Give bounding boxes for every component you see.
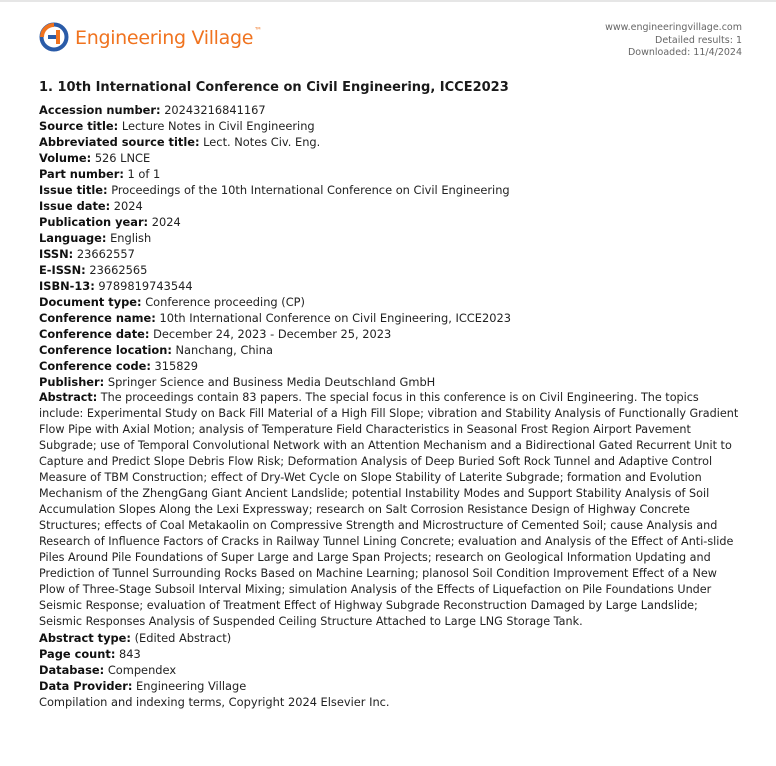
- field-database: [39, 662, 739, 678]
- field-page-count: [39, 646, 739, 662]
- field-value: 526 LNCE: [94, 151, 151, 165]
- abstract-text: The proceedings contain 83 papers. The special focus in this conference is on Civil Engineering. The topics include: Experimental Study on Back Fill Material of a High Fill Slope; vibration and Stability Analysis of Functionally Gradient Flow Pipe with Axial Motion; analysis of Temperature Field Characteristics in Seasonal Frost Region Airport Pavement Subgrade; use of Temporal Convolutional Network with an Attention Mechanism and a Bidirectional Gated Recurrent Unit to Capture and Predict Slope Debris Flow Risk; Deformation Analysis of Deep Buried Soft Rock Tunnel and Adaptive Control Measure of TBM Construction; effect of Dry-Wet Cycle on Slope Stability of Laterite Subgrade; formation and Evolution Mechanism of the ZhengGang Giant Ancient Landslide; potential Instability Modes and Support Stability Analysis of Soil Accumulation Slopes Along the Lexi Expressway; research on Salt Corrosion Resistance Design of Highway Concrete Structures; effects of Coal Metakaolin on Compressive Strength and Microstructure of Cemented Soil; cause Analysis and Research of Influence Factors of Cracks in Railway Tunnel Lining Concrete; evaluation and Analysis of the Effect of Anti-slide Piles Around Pile Foundations of Super Large and Large Span Projects; research on Geological Information Updating and Prediction of Tunnel Surrounding Rocks Based on Machine Learning; planosol Soil Condition Improvement Effect of a New Plow of Three-Stage Subsoil Interval Mixing; simulation Analysis of the Effects of Liquefaction on Pile Foundations Under Seismic Response; evaluation of Treatment Effect of Highway Subgrade Reconstruction Damaged by Large Landslide; Seismic Responses Analysis of Suspended Ceiling Structure Attached to Large LNG Storage Tank.: [39, 391, 739, 628]
- field-label: Publication year:: [39, 215, 149, 229]
- field-value: Lecture Notes in Civil Engineering: [121, 119, 315, 133]
- field-value: Compendex: [107, 663, 177, 677]
- field-document-type: [39, 294, 739, 310]
- field-abstract-type: [39, 630, 739, 646]
- field-volume: [39, 150, 739, 166]
- field-accession-number: [39, 102, 739, 118]
- field-value: 843: [119, 647, 141, 661]
- field-label: E-ISSN:: [39, 263, 86, 277]
- field-label: ISSN:: [39, 247, 74, 261]
- field-value: 2024: [151, 215, 181, 229]
- copyright-notice: Compilation and indexing terms, Copyright 2024 Elsevier Inc.: [39, 695, 390, 709]
- field-abstract: [39, 390, 739, 630]
- field-conference-date: [39, 326, 739, 342]
- field-label: Page count:: [39, 647, 116, 661]
- field-value: 315829: [154, 359, 198, 373]
- field-conference-location: [39, 342, 739, 358]
- field-value: Engineering Village: [136, 679, 247, 693]
- field-label: Source title:: [39, 119, 119, 133]
- brand-logo[interactable]: [39, 22, 262, 52]
- field-label: Conference code:: [39, 359, 151, 373]
- field-source-title: [39, 118, 739, 134]
- field-label: Document type:: [39, 295, 142, 309]
- field-label: ISBN-13:: [39, 279, 95, 293]
- field-value: 9789819743544: [98, 279, 193, 293]
- field-conference-code: [39, 358, 739, 374]
- field-label: Conference name:: [39, 311, 156, 325]
- download-meta: [605, 22, 742, 60]
- site-url[interactable]: www.engineeringvillage.com: [605, 22, 742, 33]
- field-label: Language:: [39, 231, 107, 245]
- field-label: Abbreviated source title:: [39, 135, 200, 149]
- trademark-mark: ™: [254, 26, 262, 36]
- field-value: December 24, 2023 - December 25, 2023: [153, 327, 392, 341]
- field-issn: [39, 246, 739, 262]
- field-conference-name: [39, 310, 739, 326]
- field-language: [39, 230, 739, 246]
- field-label: Conference location:: [39, 343, 172, 357]
- field-value: (Edited Abstract): [134, 631, 232, 645]
- field-label: Publisher:: [39, 375, 105, 389]
- detailed-results-count: Detailed results: 1: [655, 34, 742, 46]
- field-value: Conference proceeding (CP): [145, 295, 305, 309]
- field-value: Nanchang, China: [175, 343, 273, 357]
- field-value: 10th International Conference on Civil Engineering, ICCE2023: [159, 311, 511, 325]
- field-value: 2024: [113, 199, 143, 213]
- field-value: Lect. Notes Civ. Eng.: [203, 135, 321, 149]
- field-label: Data Provider:: [39, 679, 133, 693]
- engineering-village-logo-icon: [39, 22, 69, 52]
- field-value: 1 of 1: [127, 167, 161, 181]
- field-label: Conference date:: [39, 327, 150, 341]
- field-label: Volume:: [39, 151, 92, 165]
- field-isbn-13: [39, 278, 739, 294]
- record-title: 1. 10th International Conference on Civil Engineering, ICCE2023: [39, 80, 509, 95]
- field-label: Part number:: [39, 167, 124, 181]
- field-label: Abstract type:: [39, 631, 131, 645]
- field-label: Issue title:: [39, 183, 108, 197]
- record: [39, 79, 739, 710]
- field-value: English: [110, 231, 152, 245]
- field-e-issn: [39, 262, 739, 278]
- field-label: Accession number:: [39, 103, 161, 117]
- field-part-number: [39, 166, 739, 182]
- field-value: 20243216841167: [164, 103, 266, 117]
- field-label: Issue date:: [39, 199, 111, 213]
- field-label: Database:: [39, 663, 105, 677]
- field-value: Proceedings of the 10th International Conference on Civil Engineering: [111, 183, 510, 197]
- field-value: 23662565: [89, 263, 148, 277]
- field-value: Springer Science and Business Media Deutschland GmbH: [107, 375, 436, 389]
- field-publisher: [39, 374, 739, 390]
- field-abbreviated-source-title: [39, 134, 739, 150]
- field-issue-title: [39, 182, 739, 198]
- top-rule: [0, 0, 776, 2]
- field-data-provider: [39, 678, 739, 694]
- download-date: Downloaded: 11/4/2024: [627, 47, 742, 58]
- field-issue-date: [39, 198, 739, 214]
- field-value: 23662557: [76, 247, 135, 261]
- brand-name: Engineering Village™: [75, 26, 262, 49]
- field-publication-year: [39, 214, 739, 230]
- field-label: Abstract:: [39, 391, 98, 404]
